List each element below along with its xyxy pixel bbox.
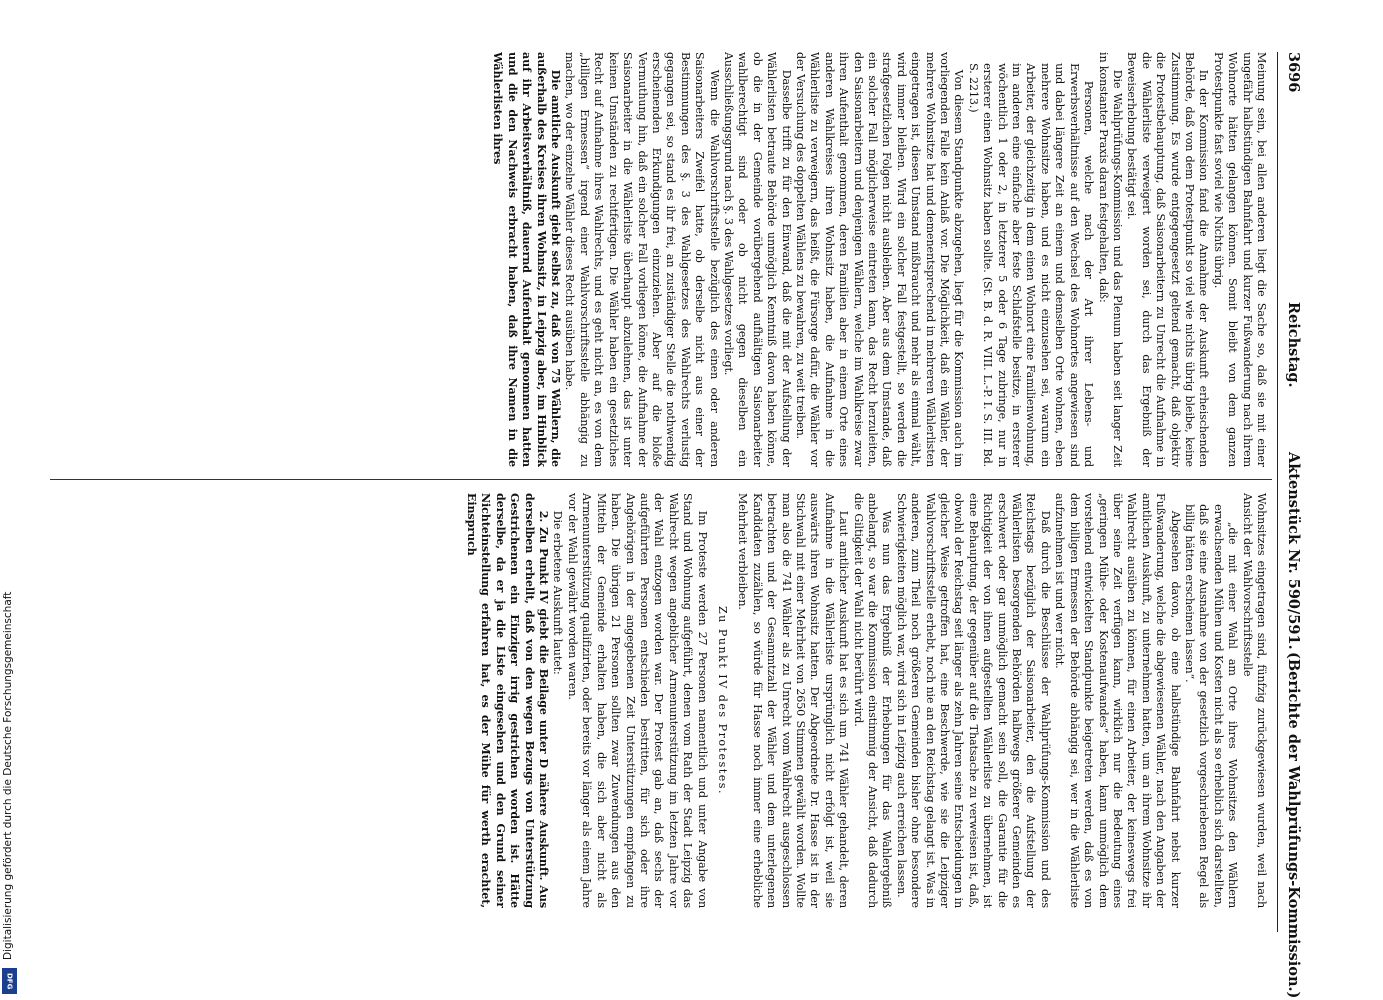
- paragraph: Wenn die Wahlvorschriftsstelle bezüglich des einen oder anderen Saisonarbeiters Zweifel hatte, ob derselbe nicht aus einer der Bestimmungen des §. 3 des Wahlgesetzes des Wahlrechts verlustig gegangen sei, so stand es ihr frei, an zuständiger Stelle die nothwendig erscheinenden Erkundigungen einzuziehen. Aber auf die bloße Vermuthung hin, daß ein solcher Fall vorliegen könne, die Aufnahme der Saisonarbeiter in die Wählerliste überhaupt abzulehnen, das ist unter keinen Umständen zu rechtfertigen. Die Wähler haben ein gesetzliches Recht auf Aufnahme ihres Wahlrechts, und es geht nicht an, es von dem „billigen Ermessen“ irgend einer Wahlvorschriftsstelle abhängig zu machen, wo der einzelne Wähler dieses Recht ausüben habe.: [563, 52, 721, 467]
- section-heading: Zu Punkt IV des Protestes.: [715, 605, 729, 796]
- column-divider: [50, 479, 1272, 480]
- paragraph: Was nun das Ergebniß der Erhebungen für das Wahlergebniß anbelangt, so war die Kommission einstimmig der Ansicht, daß dadurch die Giltigkeit der Wahl nicht berührt wird.: [851, 493, 894, 908]
- paragraph: Abgesehen davon, ob eine halbstündige Bahnfahrt nebst kurzer Fußwanderung, welche die abgewiesenen Wähler, nach den Angaben der amtlichen Auskunft, zu unternehmen hatten, um an ihrem Wohnsitze ihr Wahlrecht ausüben zu können, für einen Arbeiter, der keineswegs frei über seine Zeit verfügen kann, wirklich nur die Bedeutung eines „geringen Mühe- oder Kostenaufwandes“ haben, kann unmöglich dem vorstehend entwickelten Standpunkte beigetreten werden, daß es von dem billigen Ermessen der Behörde abhängig sei, wer in die Wählerliste aufzunehmen ist und wer nicht.: [1053, 493, 1182, 908]
- paragraph: Laut amtlicher Auskunft hat es sich um 741 Wähler gehandelt, deren Aufnahme in die Wählerliste ursprünglich nicht erfolgt ist, weil sie auswärts ihren Wohnsitz hatten. Der Abgeordnete Dr. Hasse ist in der Stichwahl mit einer Mehrheit von 2650 Stimmen gewählt worden. Wollte man also die 741 Wähler als zu Unrecht vom Wahlrecht ausgeschlossen betrachten und der Gesammtzahl der Wähler und dem unterlegenen Kandidaten zuzählen, so würde für Hasse noch immer eine erhebliche Mehrheit verbleiben.: [736, 493, 851, 908]
- header-rule: [1277, 52, 1278, 932]
- paragraph: Die erbetene Auskunft lautet:: [551, 510, 565, 675]
- paragraph: „die mit einer Wahl am Orte ihres Wohnsitzes den Wählern erwachsenden Mühen und Kosten nicht als so erheblich sich darstellten, daß sie eine Ausnahme von der gesetzlich vorgeschriebenen Regel als billig hätten erscheinen lassen“.: [1182, 504, 1240, 908]
- paragraph: Die amtliche Auskunft giebt selbst zu, daß von 75 Wählern, die außerhalb des Kreises ihren Wohnsitz, in Leipzig aber, im Hinblick auf ihr Arbeitsverhältniß, dauernd Aufenthalt genommen hatten und die den Nachweis erbracht haben, daß ihre Namen in die Wählerlisten ihres: [491, 52, 563, 467]
- paragraph: In der Kommission fand die Annahme der Auskunft erheischenden Behörde, daß von dem Protestpunkt so viel wie nichts übrig bleibe, keine Zustimmung. Es wurde entgegengesetzt geltend gemacht, daß objektiv die Protestbehauptung, daß Saisonarbeitern zu Unrecht die Aufnahme in die Wählerliste verweigert worden sei, durch das Ergebniß der Beweiserhebung bestätigt sei.: [1125, 52, 1211, 467]
- header-report: (Berichte der Wahlprüfungs-Kommission.): [1285, 652, 1302, 999]
- paragraph: 2. Zu Punkt IV giebt die Beilage unter D nähere Auskunft. Aus derselben erhellt, daß von den wegen Bezugs von Unterstützung Gestrichenen ein Einziger irrig gestrichen worden ist. Hätte derselbe, da er ja die Liste eingesehen und den Grund seiner Nichteinstellung erfahren hat, es der Mühe für werth erachtet, Einspruch: [465, 493, 551, 908]
- funding-credit: Digitalisierung gefördert durch die Deutsche Forschungsgemeinschaft: [2, 591, 14, 960]
- page-header: [1280, 52, 1308, 999]
- paragraph: Personen, welche nach der Art ihrer Lebens- und Erwerbsverhältnisse auf den Wechsel des Wohnortes angewiesen sind und dabei längere Zeit an einem und demselben Orte wohnen, eben mehrere Wohnsitze haben, und es nicht einzusehen sei, warum ein Arbeiter, der gleichzeitig in dem einen Wohnort eine Familienwohnung, im anderen eine einfache aber feste Schlafstelle besitze, in ersterer wöchentlich 1 oder 2, in letzterer 5 oder 6 Tage zubringe, nur in ersterer einen Wohnsitz haben sollte. (St. B. d. R. VIII. L.-P. I. S. III. Bd. S. 2213.): [966, 63, 1096, 467]
- paragraph: Im Proteste werden 27 Personen namentlich und unter Angabe von Stand und Wohnung aufgeführt, denen vom Rath der Stadt Leipzig das Wahlrecht wegen angeblicher Armenunterstützung im letzten Jahre vor der Wahl entzogen worden war. Der Protest gab an, daß sechs der aufgeführten Personen entschieden bestritten, für sich oder ihre Angehörigen in der angegebenen Zeit Unterstützungen empfangen zu haben. Die übrigen 21 Personen sollten zwar Zuwendungen aus den Mitteln der Gemeinde erhalten haben, die sich aber nicht als Armenunterstützung qualifizirten, oder bereits vor länger als einem Jahre vor der Wahl gewährt worden waren.: [565, 493, 709, 908]
- paragraph: Meinung sein, bei allen anderen liegt die Sache so, daß sie mit einer ungefähr halbstündigen Bahnfahrt und kurzer Fußwanderung nach ihrem Wohnorte hätten gelangen können. Somit bleibt von dem ganzen Protestpunkte fast soviel wie Nichts übrig.: [1211, 52, 1268, 467]
- right-column: [53, 493, 1268, 908]
- header-section: Reichstag.: [1285, 302, 1302, 388]
- header-document: Aktenstück Nr. 590/591.: [1285, 452, 1302, 650]
- dfg-logo: DFG: [2, 968, 17, 994]
- paragraph: Wohnsitzes eingetragen sind, fünfzig zurückgewiesen wurden, weil nach Ansicht der Wahlvorschriftsstelle: [1240, 493, 1268, 908]
- paragraph: Die Wahlprüfungs-Kommission und das Plenum haben seit langer Zeit in konstanter Praxis daran festgehalten, daß:: [1096, 52, 1124, 467]
- paragraph: Dasselbe trifft zu für den Einwand, daß die mit der Aufstellung der Wählerlisten betraute Behörde unmöglich Kenntniß davon haben könne, ob die in der Gemeinde vorübergehend aufhältigen Saisonarbeiter wahlberechtigt sind oder ob nicht gegen dieselben ein Ausschließungsgrund nach §. 3 des Wahlgesetzes vorliegt.: [721, 52, 793, 467]
- paragraph: Daß durch die Beschlüsse der Wahlprüfungs-Kommission und des Reichstags bezüglich der Saisonarbeiter, den die Aufstellung der Wählerlisten besorgenden Behörden halbwegs größerer Gemeinden es erschwert oder gar unmöglich gemacht sein soll, die Garantie für die Richtigkeit der von ihnen aufgestellten Wählerliste zu übernehmen, ist eine Behauptung, der gegenüber auf die Thatsache zu verweisen ist, daß, obwohl der Reichstag seit länger als zehn Jahren seine Entscheidungen in gleicher Weise getroffen hat, eine Beschwerde, wie sie die Leipziger Wahlvorschriftsstelle erhebt, noch nie an den Reichstag gelangt ist. Was in anderen, zum Theil noch größeren Gemeinden bisher ohne besondere Schwierigkeiten möglich war, wird sich in Leipzig auch erreichen lassen.: [894, 493, 1052, 908]
- page-number: 3696: [1285, 52, 1302, 93]
- left-column: [53, 52, 1268, 467]
- document-sheet: [46, 52, 1308, 999]
- paragraph: Von diesem Standpunkte abzugehen, liegt für die Kommission auch im vorliegenden Falle kein Anlaß vor. Die Möglichkeit, daß ein Wähler, der mehrere Wohnsitze hat und demenentsprechend in mehreren Wählerlisten eingetragen ist, diesen Umstand mißbraucht und mehr als einmal wählt, wird immer bleiben. Wird ein solcher Fall festgestellt, so werden die strafgesetzlichen Folgen nicht ausbleiben. Aber aus dem Umstande, daß ein solcher Fall möglicherweise eintreten kann, das Recht herzuleiten, den Saisonarbeitern und denjenigen Wählern, welche im Wahlkreise zwar ihren Aufenthalt genommen, deren Familien aber in einem Orte eines anderen Wahlkreises ihren Wohnsitz haben, die Aufnahme in die Wählerliste zu verweigern, das heißt, die Fürsorge dafür, die Wähler vor der Versuchung des doppelten Wählens zu bewahren, zu weit treiben.: [794, 52, 966, 467]
